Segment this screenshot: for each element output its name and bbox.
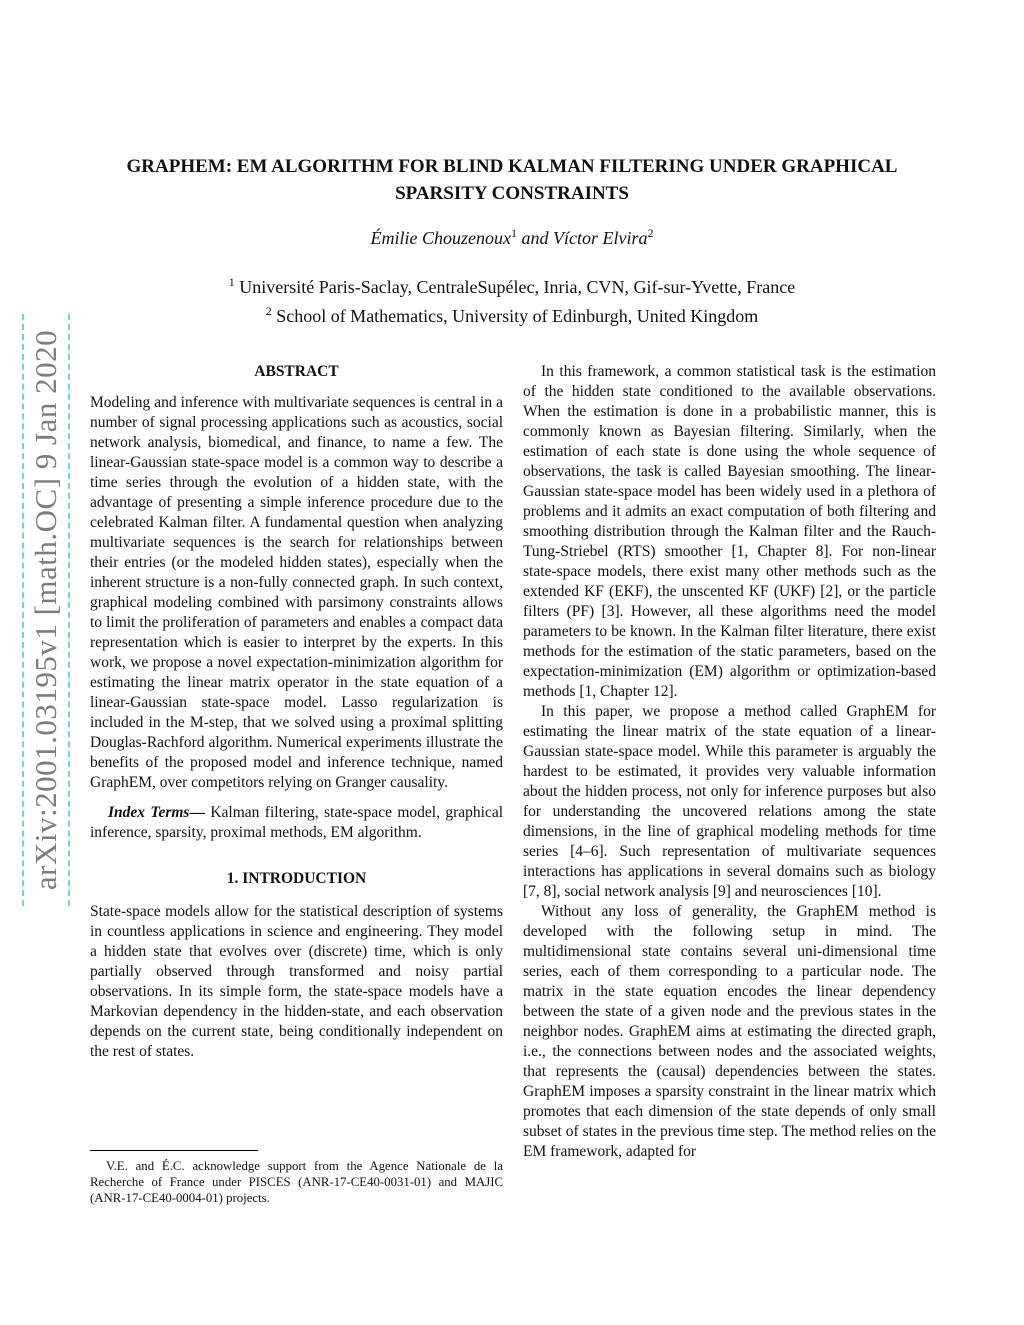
authors-separator: and bbox=[517, 228, 553, 248]
author-2: Víctor Elvira bbox=[553, 228, 648, 248]
footnote-text: V.E. and É.C. acknowledge support from the Agence Nationale de la Recherche of France under PISCES (ANR-17-CE40-0031-01) and MAJIC (ANR-17-CE40-0004-01) projects. bbox=[90, 1159, 503, 1205]
abstract-heading: ABSTRACT bbox=[254, 363, 339, 380]
index-terms-label: Index Terms— bbox=[108, 804, 205, 821]
paper-title-line1: GRAPHEM: EM ALGORITHM FOR BLIND KALMAN FILTERING UNDER GRAPHICAL bbox=[126, 156, 898, 177]
index-terms bbox=[90, 803, 503, 843]
index-terms-text: Kalman filtering, state-space model, graphical inference, sparsity, proximal methods, EM algorithm. bbox=[90, 804, 504, 841]
footnote bbox=[90, 1150, 503, 1206]
affiliations bbox=[88, 273, 936, 331]
paper-title-line2: SPARSITY CONSTRAINTS bbox=[395, 183, 629, 204]
affiliation-1 bbox=[88, 273, 936, 302]
arxiv-watermark-text: arXiv:2001.03195v1 [math.OC] 9 Jan 2020 bbox=[28, 329, 63, 891]
author-2-superscript: 2 bbox=[647, 226, 654, 240]
authors-line bbox=[88, 228, 936, 249]
arxiv-watermark bbox=[22, 314, 70, 906]
author-1: Émilie Chouzenoux bbox=[370, 228, 511, 248]
affiliation-2 bbox=[88, 302, 936, 331]
introduction-heading: 1. INTRODUCTION bbox=[226, 870, 367, 887]
left-column bbox=[90, 362, 503, 1062]
author-1-superscript: 1 bbox=[511, 226, 517, 240]
paper-title bbox=[88, 153, 936, 207]
right-column bbox=[523, 362, 936, 1162]
affiliation-1-text: Université Paris-Saclay, CentraleSupélec, Inria, CVN, Gif-sur-Yvette, France bbox=[239, 277, 796, 297]
affiliation-2-superscript: 2 bbox=[265, 304, 272, 318]
introduction-paragraph: State-space models allow for the statistical description of systems in countless applications in science and engineering. They model a hidden state that evolves over (discrete) time, which is only partially observed through transformed and noisy partial observations. In its simple form, the state-space models have a Markovian dependency in the hidden-state, and each observation depends on the current state, being conditionally independent on the rest of states. bbox=[90, 903, 503, 1060]
abstract-text: Modeling and inference with multivariate sequences is central in a number of signal processing applications such as acoustics, social network analysis, biomedical, and finance, to name a few. The linear-Gaussian state-space model is a common way to describe a time series through the evolution of a hidden state, with the advantage of presenting a simple inference procedure due to the celebrated Kalman filter. A fundamental question when analyzing multivariate sequences is the search for relationships between their entries (or the modeled hidden states), especially when the inherent structure is a non-fully connected graph. In such context, graphical modeling combined with parsimony constraints allows to limit the proliferation of parameters and enables a compact data representation which is easier to interpret by the experts. In this work, we propose a novel expectation-minimization algorithm for estimating the linear matrix operator in the state equation of a linear-Gaussian state-space model. Lasso regularization is included in the M-step, that we solved using a proximal splitting Douglas-Rachford algorithm. Numerical experiments illustrate the benefits of the proposed model and inference technique, named GraphEM, over competitors relying on Granger causality. bbox=[90, 394, 503, 791]
affiliation-2-text: School of Mathematics, University of Edinburgh, United Kingdom bbox=[276, 306, 759, 326]
paragraph-graphem-proposal: In this paper, we propose a method called GraphEM for estimating the linear matrix of the state equation of a linear-Gaussian state-space model. While this parameter is arguably the hardest to be estimated, it provides very valuable information about the hidden process, not only for inference purposes but also for understanding the uncovered relations among the state dimensions, in the line of graphical modeling methods for time series [4–6]. Such representation of multivariate sequences interactions has applications in several domains such as biology [7, 8], social network analysis [9] and neurosciences [10]. bbox=[523, 703, 936, 900]
footnote-rule bbox=[90, 1150, 258, 1151]
paragraph-bayesian-filtering: In this framework, a common statistical task is the estimation of the hidden state conditioned to the available observations. When the estimation is done in a probabilistic manner, this is commonly known as Bayesian filtering. Similarly, when the estimation of each state is done using the whole sequence of observations, the task is called Bayesian smoothing. The linear-Gaussian state-space model has been widely used in a plethora of problems and it admits an exact computation of both filtering and smoothing distribution through the Kalman filter and the Rauch-Tung-Striebel (RTS) smoother [1, Chapter 8]. For non-linear state-space models, there exist many other methods such as the extended KF (EKF), the unscented KF (UKF) [2], or the particle filters (PF) [3]. However, all these algorithms need the model parameters to be known. In the Kalman filter literature, there exist methods for the estimation of the static parameters, based on the expectation-minimization (EM) algorithm or optimization-based methods [1, Chapter 12]. bbox=[523, 363, 936, 700]
affiliation-1-superscript: 1 bbox=[228, 275, 235, 289]
paragraph-graphem-setup: Without any loss of generality, the GraphEM method is developed with the following setup in mind. The multidimensional state contains several uni-dimensional time series, each of them corresponding to a particular node. The matrix in the state equation encodes the linear dependency between the state of a given node and the previous states in the neighbor nodes. GraphEM aims at estimating the directed graph, i.e., the connections between nodes and the associated weights, that represents the (causal) dependencies between the states. GraphEM imposes a sparsity constraint in the linear matrix which promotes that each dimension of the state depends of only small subset of states in the previous time step. The method relies on the EM framework, adapted for bbox=[523, 903, 936, 1160]
